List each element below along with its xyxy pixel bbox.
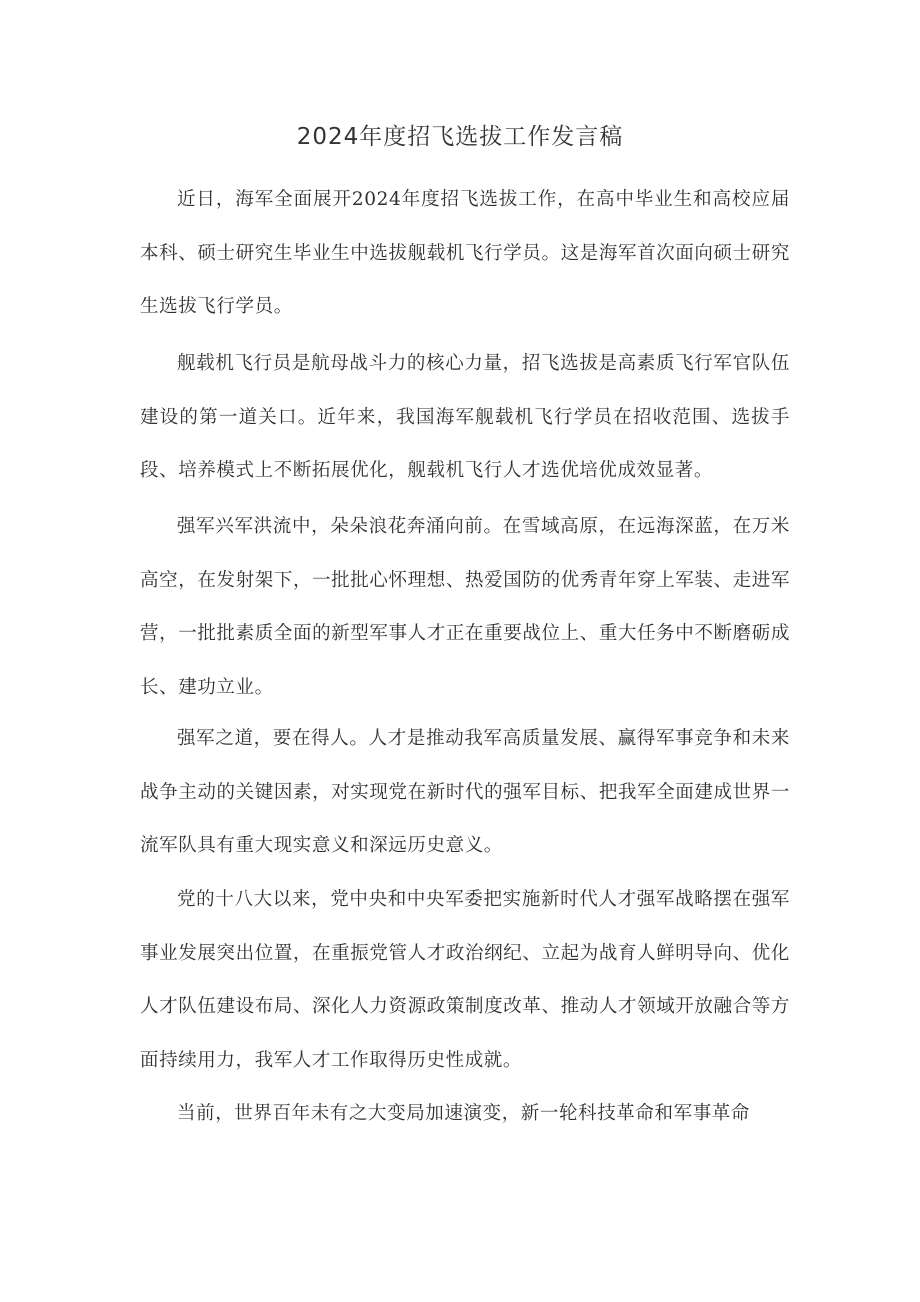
paragraph-5: 党的十八大以来，党中央和中央军委把实施新时代人才强军战略摆在强军事业发展突出位置，在重振党管人才政治纲纪、立起为战育人鲜明导向、优化人才队伍建设布局、深化人力资源政策制度改革、推动人才领域开放融合等方面持续用力，我军人才工作取得历史性成就。 bbox=[140, 889, 790, 1071]
paragraph-3: 强军兴军洪流中，朵朵浪花奔涌向前。在雪域高原，在远海深蓝，在万米高空，在发射架下，一批批心怀理想、热爱国防的优秀青年穿上军装、走进军营，一批批素质全面的新型军事人才正在重要战位上、重大任务中不断磨砺成长、建功立业。 bbox=[140, 516, 790, 698]
paragraph-6: 当前，世界百年未有之大变局加速演变，新一轮科技革命和军事革命 bbox=[177, 1103, 751, 1124]
document-title: 2024年度招飞选拔工作发言稿 bbox=[296, 124, 624, 150]
paragraph-2: 舰载机飞行员是航母战斗力的核心力量，招飞选拔是高素质飞行军官队伍建设的第一道关口。近年来，我国海军舰载机飞行学员在招收范围、选拔手段、培养模式上不断拓展优化，舰载机飞行人才选优培优成效显著。 bbox=[140, 353, 790, 481]
paragraph-4: 强军之道，要在得人。人才是推动我军高质量发展、赢得军事竞争和未来战争主动的关键因素，对实现党在新时代的强军目标、把我军全面建成世界一流军队具有重大现实意义和深远历史意义。 bbox=[140, 728, 790, 856]
paragraph-1: 近日，海军全面展开2024年度招飞选拔工作，在高中毕业生和高校应届本科、硕士研究生毕业生中选拔舰载机飞行学员。这是海军首次面向硕士研究生选拔飞行学员。 bbox=[140, 189, 790, 317]
